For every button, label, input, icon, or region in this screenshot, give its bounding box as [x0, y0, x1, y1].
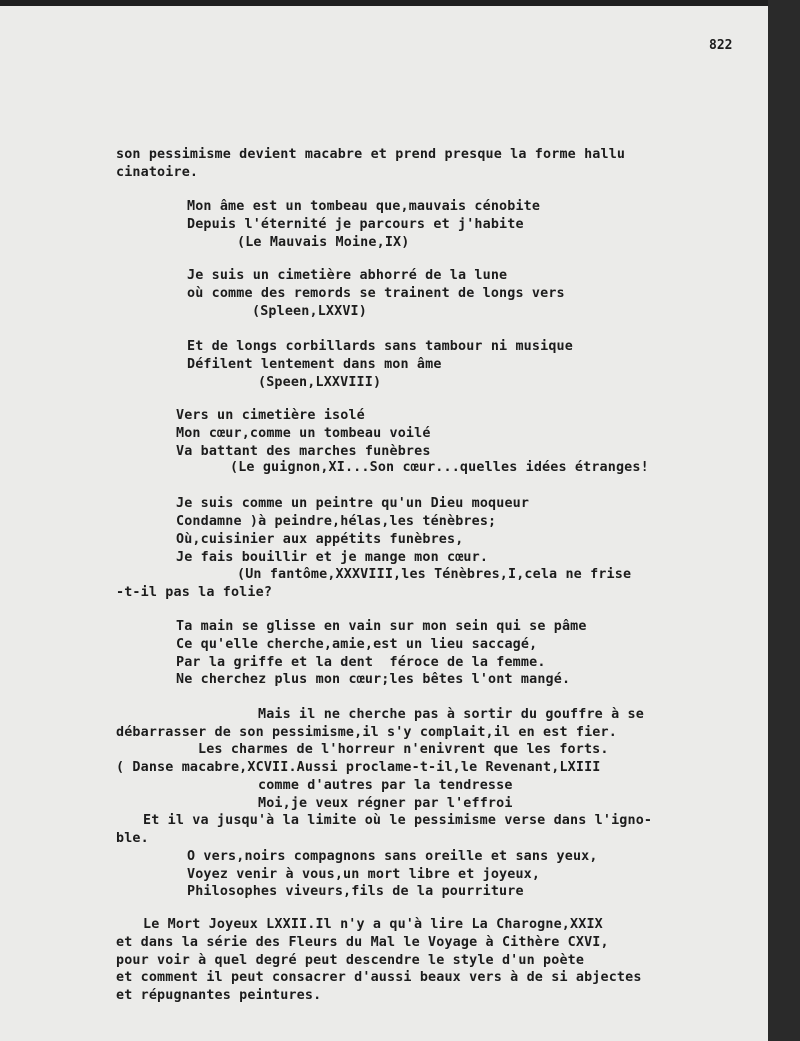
scan-right-edge: [768, 0, 800, 1041]
text-line: pour voir à quel degré peut descendre le style d'un poète: [116, 953, 585, 968]
text-line: Et il va jusqu'à la limite où le pessimisme verse dans l'igno-: [143, 813, 653, 828]
text-line: Depuis l'éternité je parcours et j'habite: [187, 217, 524, 232]
text-line: Je fais bouillir et je mange mon cœur.: [176, 550, 489, 565]
text-line: et dans la série des Fleurs du Mal le Voyage à Cithère CXVI,: [116, 935, 609, 950]
text-line: Philosophes viveurs,fils de la pourriture: [187, 884, 524, 899]
text-line: (Le guignon,XI...Son cœur...quelles idées étranges!: [230, 460, 649, 475]
text-line: Va battant des marches funèbres: [176, 444, 431, 459]
text-line: Ta main se glisse en vain sur mon sein qui se pâme: [176, 619, 587, 634]
text-line: son pessimisme devient macabre et prend presque la forme hallu: [116, 147, 626, 162]
text-line: débarrasser de son pessimisme,il s'y complait,il en est fier.: [116, 725, 617, 740]
text-line: (Spleen,LXXVI): [252, 304, 367, 319]
text-line: (Un fantôme,XXXVIII,les Ténèbres,I,cela ne frise: [237, 567, 632, 582]
text-line: Mais il ne cherche pas à sortir du gouffre à se: [258, 707, 644, 722]
text-line: O vers,noirs compagnons sans oreille et sans yeux,: [187, 849, 598, 864]
text-line: Mon âme est un tombeau que,mauvais cénobite: [187, 199, 541, 214]
text-line: -t-il pas la folie?: [116, 585, 273, 600]
text-line: Le Mort Joyeux LXXII.Il n'y a qu'à lire La Charogne,XXIX: [143, 917, 603, 932]
text-line: Et de longs corbillards sans tambour ni musique: [187, 339, 573, 354]
text-line: où comme des remords se trainent de longs vers: [187, 286, 565, 301]
text-line: (Speen,LXXVIII): [258, 375, 382, 390]
text-line: ( Danse macabre,XCVII.Aussi proclame-t-il,le Revenant,LXIII: [116, 760, 601, 775]
text-line: (Le Mauvais Moine,IX): [237, 235, 410, 250]
text-line: Défilent lentement dans mon âme: [187, 357, 442, 372]
text-line: cinatoire.: [116, 165, 199, 180]
text-line: Condamne )à peindre,hélas,les ténèbres;: [176, 514, 497, 529]
text-line: Ne cherchez plus mon cœur;les bêtes l'ont mangé.: [176, 672, 571, 687]
text-line: et répugnantes peintures.: [116, 988, 322, 1003]
text-line: Je suis comme un peintre qu'un Dieu moqueur: [176, 496, 530, 511]
text-line: Ce qu'elle cherche,amie,est un lieu saccagé,: [176, 637, 538, 652]
text-line: et comment il peut consacrer d'aussi beaux vers à de si abjectes: [116, 970, 642, 985]
scan-top-edge: [0, 0, 768, 6]
text-line: Voyez venir à vous,un mort libre et joyeux,: [187, 867, 541, 882]
text-line: Les charmes de l'horreur n'enivrent que les forts.: [198, 742, 609, 757]
text-line: Vers un cimetière isolé: [176, 408, 365, 423]
text-line: Moi,je veux régner par l'effroi: [258, 796, 513, 811]
text-line: Mon cœur,comme un tombeau voilé: [176, 426, 431, 441]
text-line: ble.: [116, 831, 149, 846]
text-line: Où,cuisinier aux appétits funèbres,: [176, 532, 464, 547]
text-line: Je suis un cimetière abhorré de la lune: [187, 268, 508, 283]
text-line: comme d'autres par la tendresse: [258, 778, 513, 793]
page-number: 822: [709, 38, 733, 53]
text-line: Par la griffe et la dent féroce de la femme.: [176, 655, 546, 670]
